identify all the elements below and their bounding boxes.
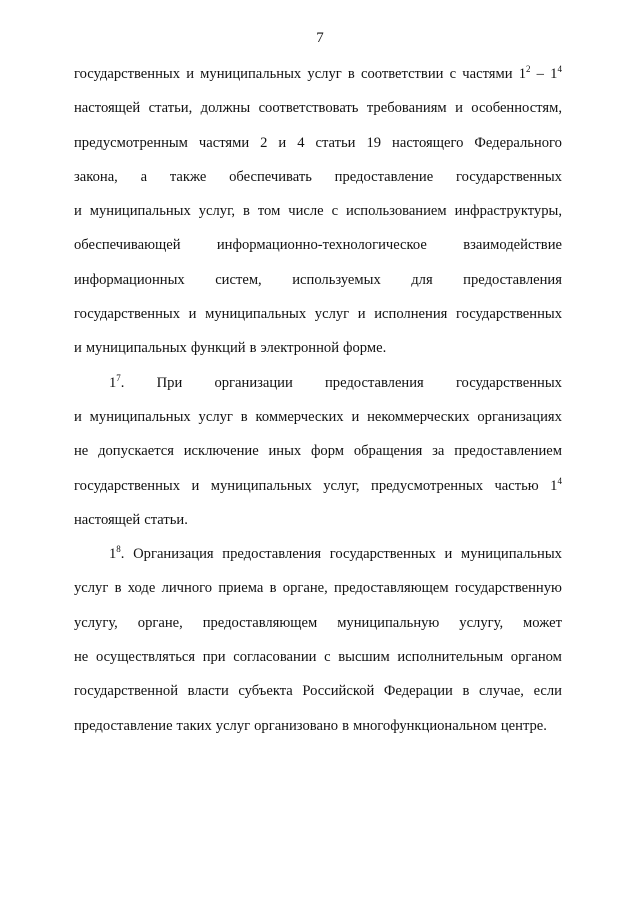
word: настоящего <box>392 134 464 151</box>
word: статьи, <box>148 100 193 117</box>
word: Федерального <box>474 134 562 151</box>
word: и <box>444 546 453 563</box>
word: приема <box>218 580 264 597</box>
word: личного <box>161 580 213 597</box>
word: систем, <box>215 271 262 288</box>
word: предоставления <box>324 374 424 391</box>
word: в <box>342 717 349 734</box>
word: в <box>240 408 248 425</box>
word: в <box>249 340 257 357</box>
word: муниципальных <box>200 66 302 82</box>
word: власти <box>187 683 229 700</box>
word: осуществляться <box>95 649 196 666</box>
word: государственных <box>74 66 181 82</box>
word: использованием <box>346 203 447 220</box>
text-line <box>74 199 562 233</box>
text-line <box>74 233 562 267</box>
word: и <box>186 66 194 82</box>
word: муниципальных <box>205 306 307 323</box>
word: предоставляющем <box>202 614 318 631</box>
word: и <box>74 408 82 425</box>
word: $1^2$ <box>518 64 531 82</box>
word: ходе <box>127 580 156 597</box>
word: в <box>269 580 277 597</box>
word: обеспечивающей <box>74 237 181 254</box>
word: При <box>156 374 183 391</box>
word: Организация <box>133 546 214 563</box>
word: исполнения <box>374 306 448 323</box>
word: государственных <box>329 546 436 563</box>
text-line <box>74 371 562 405</box>
text-line <box>74 714 562 748</box>
word: частью <box>494 477 539 494</box>
word: государственную <box>454 580 562 597</box>
word: обеспечивать <box>229 168 312 185</box>
superscript: 4 <box>557 64 562 74</box>
word: обращения <box>353 443 423 460</box>
word: взаимодействие <box>463 237 562 254</box>
word: согласовании <box>233 649 317 666</box>
superscript: 7 <box>116 372 121 383</box>
word: и <box>74 340 82 357</box>
word: а <box>140 168 148 185</box>
superscript: 2 <box>526 64 531 74</box>
paragraphs-container <box>74 62 562 748</box>
word: муниципальную <box>337 614 440 631</box>
text-line <box>74 508 562 542</box>
word: допускается <box>98 443 174 460</box>
word: предоставление <box>334 168 434 185</box>
word: $1^4$ <box>550 475 562 494</box>
word: соответствии <box>360 66 444 82</box>
word: статьи. <box>144 511 188 528</box>
word: услуг <box>74 580 109 597</box>
text-line <box>74 679 562 713</box>
text-line <box>74 62 562 96</box>
word: государственных <box>455 374 562 391</box>
superscript: 8 <box>116 544 121 555</box>
page-number: 7 <box>316 30 324 46</box>
word: исполнительным <box>397 649 504 666</box>
text-line <box>74 542 562 576</box>
text-line <box>74 576 562 610</box>
word: частями <box>462 66 513 82</box>
word: услугу, <box>459 614 504 631</box>
word: государственных <box>455 306 562 323</box>
word: в <box>243 203 250 220</box>
word: государственных <box>74 477 181 494</box>
word: муниципальных <box>460 546 562 563</box>
text-line <box>74 302 562 336</box>
word: закона, <box>74 168 118 185</box>
text-line <box>74 611 562 645</box>
text-line <box>74 645 562 679</box>
word: форме. <box>343 340 387 357</box>
word: муниципальных <box>89 408 191 425</box>
word: муниципальных <box>85 340 187 357</box>
word: для <box>411 271 433 288</box>
word: с <box>331 203 339 220</box>
paragraph <box>74 62 562 371</box>
word: статьи <box>315 134 356 151</box>
word: используемых <box>292 271 381 288</box>
word: особенностям, <box>471 100 562 117</box>
word: $1^4$ <box>550 64 562 82</box>
paragraph <box>74 542 562 748</box>
word: органе, <box>282 580 328 597</box>
word: с <box>324 649 331 666</box>
word: не <box>74 649 89 666</box>
word: услуг <box>314 306 350 323</box>
word: услуг <box>198 408 233 425</box>
word: органе, <box>137 614 183 631</box>
word: предусмотренных <box>371 477 484 494</box>
word: $1^8$. <box>109 544 125 563</box>
word: предоставления <box>222 546 322 563</box>
word: услугу, <box>74 614 118 631</box>
paragraph <box>74 371 562 542</box>
word: информационно-технологическое <box>216 237 427 254</box>
word: если <box>533 683 562 700</box>
word: организовано <box>254 717 339 734</box>
word: должны <box>200 100 251 117</box>
text-line <box>74 439 562 473</box>
word: настоящей <box>74 100 141 117</box>
superscript: 4 <box>557 475 562 486</box>
word: – <box>536 66 544 82</box>
word: иных <box>268 443 302 460</box>
text-line <box>74 336 562 370</box>
word: случае, <box>478 683 524 700</box>
word: предоставлением <box>454 443 562 460</box>
word: муниципальных <box>210 477 312 494</box>
text-line <box>74 131 562 165</box>
word: инфраструктуры, <box>454 203 562 220</box>
text-line <box>74 268 562 302</box>
word: центре. <box>500 717 547 734</box>
word: и <box>278 134 287 151</box>
word: в <box>462 683 470 700</box>
word: числе <box>288 203 324 220</box>
word: требованиям <box>366 100 447 117</box>
word: том <box>257 203 281 220</box>
word: государственной <box>74 683 179 700</box>
word: услуг, <box>323 477 360 494</box>
word: также <box>169 168 207 185</box>
document-body <box>74 62 562 748</box>
word: при <box>202 649 226 666</box>
word: электронной <box>260 340 340 357</box>
word: предоставляющем <box>334 580 449 597</box>
word: предоставление <box>74 717 173 734</box>
word: соответствовать <box>258 100 359 117</box>
word: 2 <box>260 134 268 151</box>
word: органом <box>510 649 562 666</box>
text-line <box>74 405 562 439</box>
word: государственных <box>74 306 181 323</box>
word: Российской <box>302 683 375 700</box>
word: и <box>357 306 366 323</box>
word: организациях <box>477 408 562 425</box>
word: и <box>191 477 200 494</box>
text-line <box>74 165 562 199</box>
word: услуг <box>215 717 251 734</box>
word: функций <box>190 340 246 357</box>
word: муниципальных <box>89 203 191 220</box>
word: некоммерческих <box>367 408 470 425</box>
word: в <box>347 66 355 82</box>
word: высшим <box>338 649 390 666</box>
word: настоящей <box>74 511 141 528</box>
word: многофункциональном <box>352 717 497 734</box>
word: и <box>351 408 360 425</box>
word: предоставления <box>463 271 562 288</box>
word: не <box>74 443 89 460</box>
word: услуг <box>307 66 342 82</box>
word: может <box>523 614 562 631</box>
word: организации <box>214 374 293 391</box>
word: $1^7$. <box>109 372 125 391</box>
text-line <box>74 96 562 130</box>
word: и <box>74 203 82 220</box>
word: частями <box>198 134 250 151</box>
word: в <box>114 580 122 597</box>
word: за <box>432 443 445 460</box>
word: 4 <box>297 134 305 151</box>
word: услуг, <box>198 203 236 220</box>
word: Федерации <box>383 683 453 700</box>
word: и <box>188 306 197 323</box>
word: субъекта <box>238 683 293 700</box>
word: коммерческих <box>255 408 344 425</box>
word: предусмотренным <box>74 134 188 151</box>
word: исключение <box>183 443 259 460</box>
word: форм <box>310 443 345 460</box>
word: и <box>455 100 463 117</box>
text-line <box>74 474 562 508</box>
word: с <box>449 66 457 82</box>
word: 19 <box>366 134 382 151</box>
word: таких <box>176 717 212 734</box>
word: государственных <box>455 168 562 185</box>
word: информационных <box>74 271 185 288</box>
